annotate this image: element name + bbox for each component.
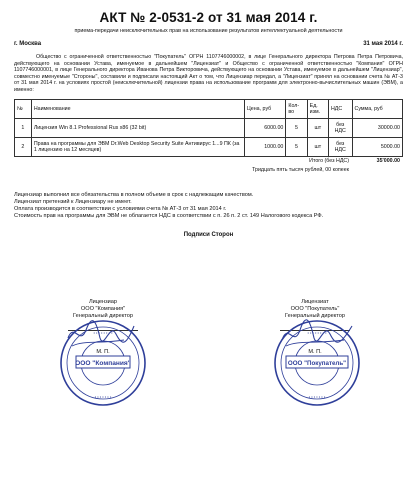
col-price: Цена, руб (244, 99, 285, 118)
col-name: Наименование (31, 99, 244, 118)
total-words-row (14, 166, 403, 175)
col-vat: НДС (328, 99, 352, 118)
row-sum: 30000.00 (352, 118, 403, 137)
row-unit: шт (307, 118, 328, 137)
act-document (14, 10, 403, 238)
licensor-stamp-place: М. П. (96, 349, 110, 355)
note-line: Лицензиар выполнил все обязательства в полном объеме в срок с надлежащим качеством. (14, 191, 254, 198)
licensee-role: Лицензиат (301, 299, 329, 305)
row-vat: без НДС (328, 118, 352, 137)
licensee-seal-text: ООО "Покупатель" (287, 360, 347, 367)
col-sum: Сумма, руб (352, 99, 403, 118)
licensee-position: Генеральный директор (285, 313, 345, 319)
row-unit: шт (307, 137, 328, 156)
col-qty: Кол-во (286, 99, 307, 118)
col-number: № (15, 99, 32, 118)
row-name: Права на программы для ЭВМ Dr.Web Desktop Security Suite Антивирус 1...9 ПК (за 1 лицензию на 12 месяцев) (31, 137, 244, 156)
row-price: 1000.00 (244, 137, 285, 156)
licensor-position: Генеральный директор (73, 313, 133, 319)
svg-text:• • • • • • •: • • • • • • • (94, 394, 112, 399)
document-date: 31 мая 2014 г. (363, 41, 403, 47)
city: г. Москва (14, 41, 42, 47)
licensor-handwritten-signature (60, 316, 140, 356)
row-qty: 5 (286, 118, 307, 137)
notes-block (14, 192, 403, 220)
licensee-handwritten-signature (276, 314, 356, 354)
row-price: 6000.00 (244, 118, 285, 137)
document-title: АКТ № 2-0531-2 от 31 мая 2014 г. (99, 10, 318, 25)
note-line: Оплата производится в соответствии с условиями счета № АТ-3 от 31 мая 2014 г. (14, 205, 227, 212)
svg-text:• • • • • • • •: • • • • • • • • (307, 330, 327, 335)
signatures-heading: Подписи Сторон (183, 231, 234, 238)
row-name: Лицензия Win 8.1 Professional Rus x86 (32 bit) (31, 118, 244, 137)
licensor-role: Лицензиар (88, 299, 118, 305)
document-subtitle: приема-передачи неисключительных прав на использование результатов интеллектуальной деятельности (74, 28, 343, 34)
note-line: Лицензиат претензий к Лицензиару не имеет. (14, 198, 132, 205)
total-in-words: Тридцать пять тысяч рублей, 00 копеек (252, 167, 349, 174)
licensee-org: ООО "Покупатель" (290, 306, 340, 312)
svg-text:• • • • • • •: • • • • • • • (308, 394, 326, 399)
svg-text:• • • • • • • •: • • • • • • • • (93, 330, 113, 335)
total-label: Итого (без НДС) (309, 158, 349, 165)
total-value: 35'000.00 (376, 158, 400, 165)
licensor-seal-text: ООО "Компания" (75, 360, 131, 367)
totals-block (14, 157, 403, 175)
city-date-line (14, 41, 403, 47)
intro-paragraph: Общество с ограниченной ответственностью "Покупатель" ОГРН 1107746000002, в лице Генерального директора Петрова Петра Петровича, действующего на основании Устава, именуемое в дальнейшем "Лицензиат" и Общество с ограниченной ответственностью "Компания" ОГРН 1107746000001, в лице Генерального директора Иванова Петра Викторовича, действующего на основании Устава, именуемое в дальнейшем "Лицензиар", совместно именуемые "Стороны", составили и подписали настоящий Акт о том, что Лицензиар передал, а "Лицензиат" принял на основании счета № АТ-3 от 31 мая 2014 г. на условиях простой (неисключительной) лицензии права на использование программ для электронно-вычислительных машин (ЭВМ), а именно: (14, 54, 403, 93)
row-vat: без НДС (328, 137, 352, 156)
row-number: 1 (15, 118, 32, 137)
note-line: Стоимость прав на программы для ЭВМ не облагается НДС в соответствии с п. 26 п. 2 ст. 149 Налогового кодекса РФ. (14, 212, 324, 219)
total-row (14, 157, 403, 166)
row-number: 2 (15, 137, 32, 156)
row-sum: 5000.00 (352, 137, 403, 156)
items-table (14, 99, 403, 157)
col-unit: Ед. изм. (307, 99, 328, 118)
table-header-row (15, 99, 403, 118)
table-row (15, 137, 403, 156)
table-row (15, 118, 403, 137)
licensee-stamp-place: М. П. (308, 349, 322, 355)
row-qty: 5 (286, 137, 307, 156)
licensor-org: ООО "Компания" (80, 306, 126, 312)
